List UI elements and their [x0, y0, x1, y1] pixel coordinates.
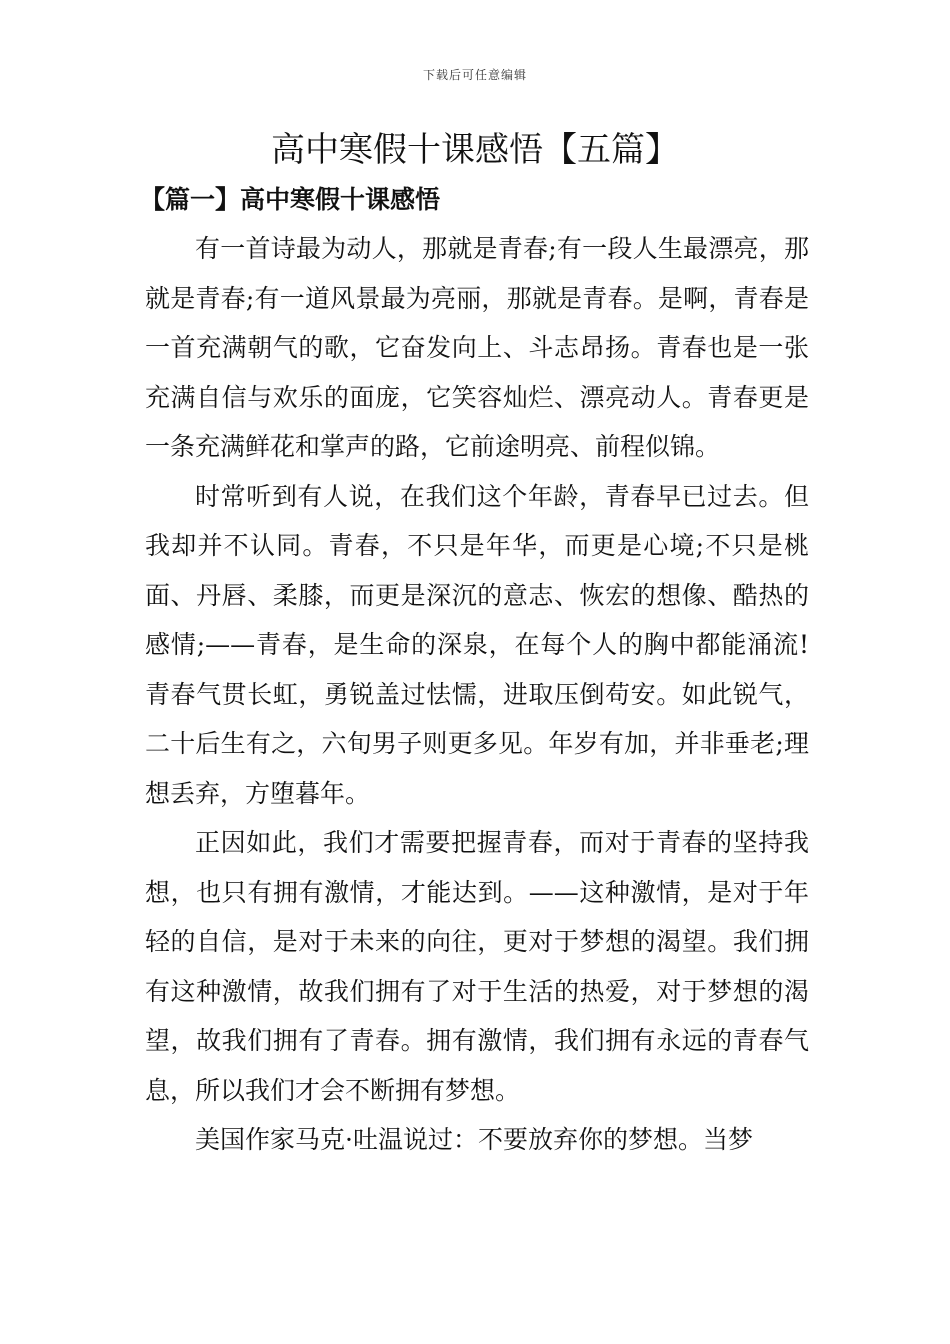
page-header-note: 下载后可任意编辑	[422, 68, 527, 82]
document-title: 高中寒假十课感悟【五篇】	[271, 130, 679, 170]
paragraph: 美国作家马克·吐温说过：不要放弃你的梦想。当梦	[195, 1125, 753, 1154]
paragraph: 有一首诗最为动人，那就是青春;有一段人生最漂亮，那就是青春;有一道风景最为亮丽，那就是青春。是啊，青春是一首充满朝气的歌，它奋发向上、斗志昂扬。青春也是一张充满自信与欢乐的面庞，它笑容灿烂、漂亮动人。青春更是一条充满鲜花和掌声的路，它前途明亮、前程似锦。	[145, 234, 809, 461]
section-heading: 【篇一】高中寒假十课感悟	[140, 185, 441, 214]
paragraph: 正因如此，我们才需要把握青春，而对于青春的坚持我想，也只有拥有激情，才能达到。——这种激情，是对于年轻的自信，是对于未来的向往，更对于梦想的渴望。我们拥有这种激情，故我们拥有了对于生活的热爱，对于梦想的渴望，故我们拥有了青春。拥有激情，我们拥有永远的青春气息，所以我们才会不断拥有梦想。	[145, 828, 809, 1105]
document-body	[145, 224, 809, 1165]
paragraph: 时常听到有人说，在我们这个年龄，青春早已过去。但我却并不认同。青春，不只是年华，而更是心境;不只是桃面、丹唇、柔膝，而更是深沉的意志、恢宏的想像、酷热的感情;——青春，是生命的深泉，在每个人的胸中都能涌流!青春气贯长虹，勇锐盖过怯懦，进取压倒苟安。如此锐气，二十后生有之，六旬男子则更多见。年岁有加，并非垂老;理想丢弃，方堕暮年。	[145, 481, 809, 808]
